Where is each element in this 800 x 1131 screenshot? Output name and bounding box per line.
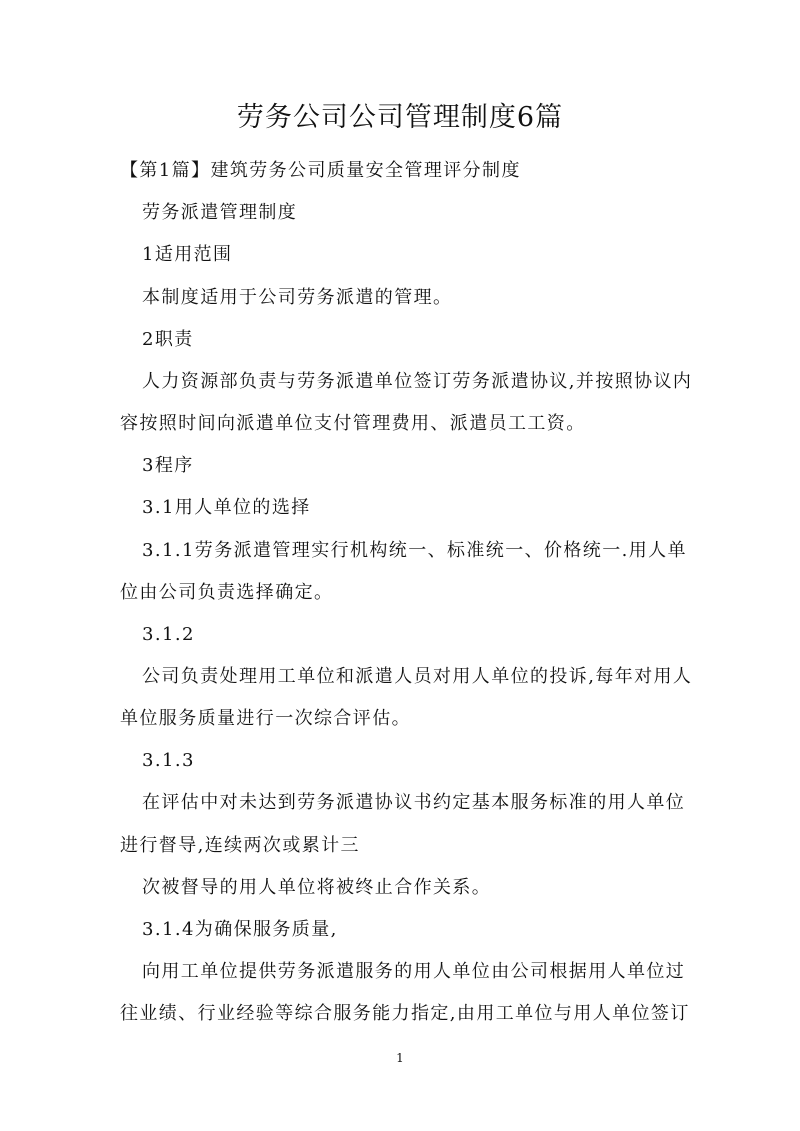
paragraph-line: 单位服务质量进行一次综合评估。 [120,708,411,729]
paragraph-line: 3程序 [142,455,194,476]
paragraph-line: 3.1.3 [142,750,195,771]
paragraph-line: 2职责 [142,329,194,350]
paragraph-line: 次被督导的用人单位将被终止合作关系。 [142,877,492,898]
paragraph-line: 往业绩、行业经验等综合服务能力指定,由用工单位与用人单位签订 [120,1003,690,1024]
paragraph-line: 本制度适用于公司劳务派遣的管理。 [142,287,453,308]
paragraph-line: 容按照时间向派遣单位支付管理费用、派遣员工工资。 [120,413,586,434]
paragraph-line: 3.1用人单位的选择 [142,497,311,518]
paragraph-line: 3.1.1劳务派遣管理实行机构统一、标准统一、价格统一.用人单 [142,540,687,561]
document-title: 劳务公司公司管理制度6篇 [236,102,564,133]
paragraph-line: 3.1.2 [142,624,195,645]
paragraph-line: 人力资源部负责与劳务派遣单位签订劳务派遣协议,并按照协议内 [142,371,693,392]
paragraph-line: 向用工单位提供劳务派遣服务的用人单位由公司根据用人单位过 [142,961,686,982]
paragraph-line: 1适用范围 [142,244,233,265]
section-heading: 【第1篇】建筑劳务公司质量安全管理评分制度 [120,160,521,181]
page-number: 1 [396,1051,404,1065]
paragraph-line: 在评估中对未达到劳务派遣协议书约定基本服务标准的用人单位 [142,792,686,813]
paragraph-line: 公司负责处理用工单位和派遣人员对用人单位的投诉,每年对用人 [142,666,693,687]
paragraph-line: 位由公司负责选择确定。 [120,582,334,603]
paragraph-line: 3.1.4为确保服务质量, [142,919,338,940]
paragraph-line: 进行督导,连续两次或累计三 [120,835,360,856]
paragraph-line: 劳务派遣管理制度 [142,202,298,223]
